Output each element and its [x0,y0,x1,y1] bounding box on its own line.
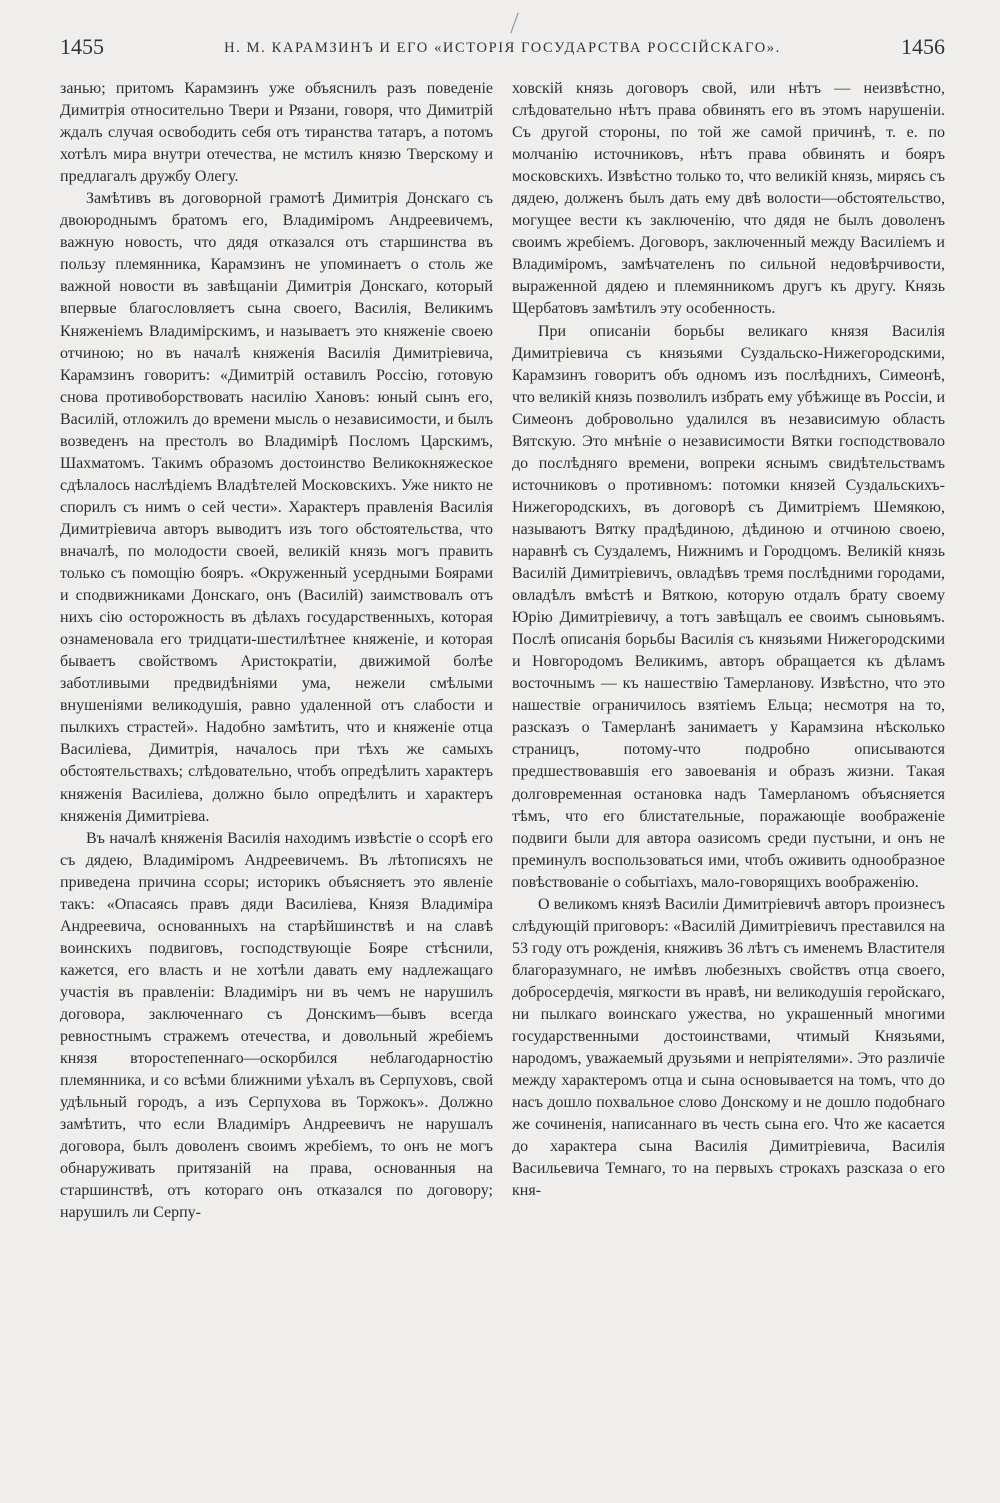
page-number-left: 1455 [60,34,104,59]
right-column [512,78,945,1443]
paragraph: При описаніи борьбы великаго князя Василія Димитріевича съ князьями Суздальско-Нижегородскими, Карамзинъ говоритъ объ одномъ изъ послѣднихъ, Симеонѣ, что великій князь позволилъ избрать ему убѣжище въ Россіи, и Симеонъ добровольно удалился въ независимую область Вятскую. Это мнѣніе о независимости Вятки господствовало до послѣдняго времени, вопреки яснымъ свидѣтельствамъ источниковъ о противномъ: потомки князей Суздальскихъ-Нижегородскихъ, въ договорѣ съ Димитріемъ Шемякою, называютъ Вятку прадѣдиною, дѣдиною и отчиною своею, наравнѣ съ Суздалемъ, Нижнимъ и Городцомъ. Великій князь Василій Димитріевичъ, овладѣвъ тремя послѣдними городами, овладѣлъ вмѣстѣ и Вяткою, которую отдалъ брату своему Юрію Димитріевичу, а тотъ завѣщалъ ее своимъ сыновьямъ. Послѣ описанія борьбы Василія съ князьями Нижегородскими и Новгородомъ Великимъ, авторъ обращается къ дѣламъ восточнымъ — къ нашествію Тамерланову. Извѣстно, что это нашествіе ограничилось взятіемъ Ельца; несмотря на то, разсказъ о Тамерланѣ занимаетъ у Карамзина нѣсколько страницъ, потому-что подробно описываются предшествовавшія его завоеванія и образъ жизни. Такая долговременная остановка надъ Тамерланомъ объясняется тѣмъ, что его блистательные, поражающіе воображеніе подвиги были для автора оазисомъ среди пустыни, и онъ не преминулъ воспользоваться ими, чтобъ оживить однообразное повѣствованіе о событіахъ, мало-говорящихъ воображенію. [512,322,945,891]
page-number-right: 1456 [901,34,945,59]
paragraph: О великомъ князѣ Василіи Димитріевичѣ авторъ произнесъ слѣдующій приговоръ: «Василій Димитріевичъ преставился на 53 году отъ рожденія, княживъ 36 лѣтъ съ именемъ Властителя благоразумнаго, не имѣвъ любезныхъ свойствъ отца своего, добросердечія, мягкости въ нравѣ, ни великодушія геройскаго, ни пылкаго воинскаго ужества, но украшенный многими государственными достоинствами, чтимый Князьями, народомъ, уважаемый друзьями и непріятелями». Это различіе между характеромъ отца и сына основывается на томъ, что до насъ дошло похвальное слово Донскому и не дошло подобнаго же сочиненія, написаннаго въ честь сына его. Что же касается до характера сына Василія Димитріевича, Василія Васильевича Темнаго, то на первыхъ строкахъ разсказа о его кня- [512,895,945,1200]
pencil-mark [510,12,518,33]
paragraph: Въ началѣ княженія Василія находимъ извѣстіе о ссорѣ его съ дядею, Владиміромъ Андреевичемъ. Въ лѣтописяхъ не приведена причина ссоры; историкъ объясняетъ это явленіе такъ: «Опасаясь правъ дяди Василіева, Князя Владиміра Андреевича, основанныхъ на старѣйшинствѣ и на славѣ воинскихъ подвиговъ, господствующіе Бояре стѣснили, кажется, его власть и не хотѣли давать ему надлежащаго участія въ правленіи: Владиміръ ни въ чемъ не нарушилъ договора, заключеннаго съ Донскимъ—бывъ всегда ревностнымъ стражемъ отечества, и довольный жребіемъ князя второстепеннаго—оскорбился неблагодарностію племянника, и со всѣми ближними уѣхалъ въ Серпуховъ, свой удѣльный городъ, а изъ Серпухова въ Торжокъ». Должно замѣтить, что если Владиміръ Андреевичъ не нарушалъ договора, былъ доволенъ своимъ жребіемъ, то онъ не могъ обнаруживать притязаній на права, основанныя на старшинствѣ, отъ котораго онъ отказался по договору; нарушилъ ли Серпу- [60,829,493,1222]
paragraph: ховскій князь договоръ свой, или нѣтъ — неизвѣстно, слѣдовательно нѣтъ права обвинять его въ этомъ нарушеніи. Съ другой стороны, по той же самой причинѣ, т. е. по молчанію источниковъ, нѣтъ права обвинять и бояръ московскихъ. Извѣстно только то, что великій князь, мирясь съ дядею, долженъ былъ дать ему двѣ волости—обстоятельство, могущее вести къ заключенію, что дядя не былъ доволенъ своимъ жребіемъ. Договоръ, заключенный между Василіемъ и Владиміромъ, замѣчателенъ по сильной недовѣрчивости, выраженной дядею и племянникомъ другъ къ другу. Князь Щербатовъ замѣтилъ эту особенность. [512,80,945,318]
running-title: Н. М. КАРАМЗИНЪ И ЕГО «ИСТОРІЯ ГОСУДАРСТВА РОССІЙСКАГО». [224,40,781,56]
left-column [60,78,493,1443]
paragraph: Замѣтивъ въ договорной грамотѣ Димитрія Донскаго съ двоюроднымъ братомъ его, Владиміромъ Андреевичемъ, важную новость, что дядя отказался отъ старшинства въ пользу племянника, Карамзинъ не упоминаетъ о столь же важной новости въ завѣщаніи Димитрія Донскаго, который впервые благословляетъ сына своего, Василія, Великимъ Княженіемъ Владимірскимъ, и называетъ это княженіе своею отчиною; но въ началѣ княженія Василія Димитріевича, Карамзинъ говоритъ: «Димитрій оставилъ Россію, готовую снова противоборствовать насилію Хановъ: юный сынъ его, Василій, отложилъ до времени мысль о независимости, и былъ возведенъ на престолъ во Владимірѣ Посломъ Царскимъ, Шахматомъ. Такимъ образомъ достоинство Великокняжеское сдѣлалось наслѣдіемъ Владѣтелей Московскихъ. Уже никто не спорилъ съ нимъ о сей чести». Характеръ правленія Василія Димитріевича авторъ выводитъ изъ того обстоятельства, что вначалѣ, по молодости своей, великій князь могъ править только съ помощію бояръ. «Окруженный усердными Боярами и сподвижниками Донскаго, онъ (Василій) заимствовалъ отъ нихъ сію осторожность въ дѣлахъ государственныхъ, которая ознаменовала его тридцати-шестилѣтнее княженіе, и которая бываетъ свойствомъ Аристократіи, движимой болѣе заботливыми предвидѣніями ума, нежели смѣлыми внушеніями великодушія, равно удаленной отъ слабости и пылкихъ страстей». Надобно замѣтить, что и княженіе отца Василіева, Димитрія, началось при тѣхъ же самыхъ обстоятельствахъ; слѣдовательно, чтобъ опредѣлить характеръ княженія Василіева, должно было опредѣлить и характеръ княженія Димитріева. [60,190,493,825]
paragraph: занью; притомъ Карамзинъ уже объяснилъ разъ поведеніе Димитрія относительно Твери и Рязани, говоря, что Димитрій ждалъ случая освободить себя отъ тиранства татаръ, а потомъ хотѣлъ мира внутри отечества, не мстилъ князю Тверскому и предлагалъ дружбу Олегу. [60,80,493,186]
page-header [60,32,945,62]
